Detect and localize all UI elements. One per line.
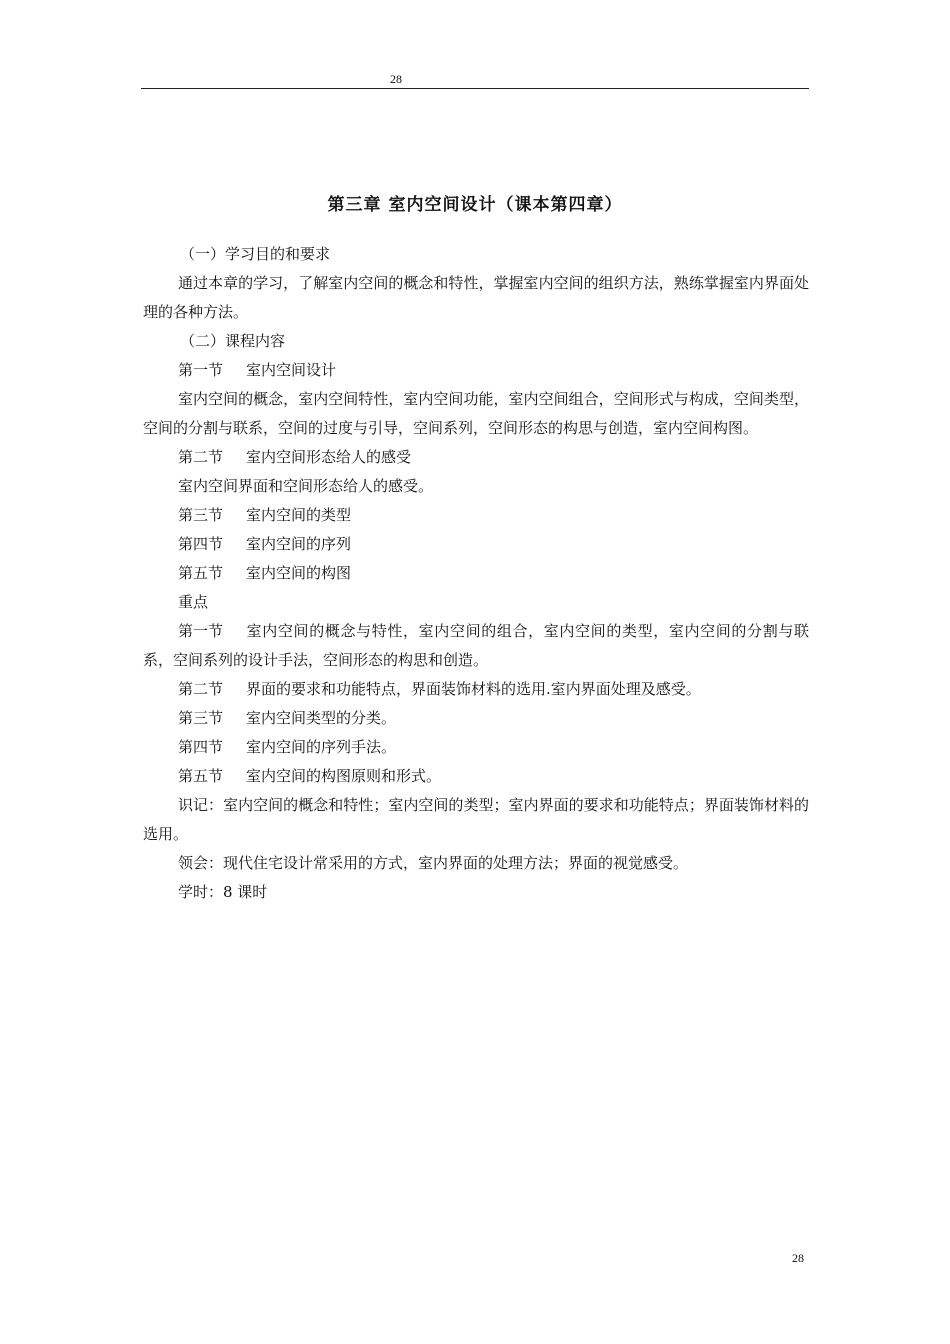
content-text-1: 室内空间的概念，室内空间特性，室内空间功能，室内空间组合，空间形式与构成，空间类型，空间的分割与联系，空间的过度与引导，空间系列，空间形态的构思与创造，室内空间构图。 bbox=[143, 390, 809, 437]
key-point-4 bbox=[143, 733, 809, 762]
key-point-label: 第三节 bbox=[178, 709, 224, 727]
section-label: 第五节 bbox=[178, 564, 224, 582]
section-label: 第四节 bbox=[178, 535, 224, 553]
chapter-title: 第三章 室内空间设计（课本第四章） bbox=[327, 195, 623, 215]
key-point-text: 室内空间类型的分类。 bbox=[246, 709, 397, 727]
key-point-3 bbox=[143, 704, 809, 733]
content-section-4 bbox=[143, 530, 809, 559]
content-text-2: 室内空间界面和空间形态给人的感受。 bbox=[178, 477, 434, 495]
hours-text: 学时：8 课时 bbox=[178, 883, 268, 901]
key-point-label: 第五节 bbox=[178, 767, 224, 785]
section-title: 室内空间的类型 bbox=[246, 506, 352, 524]
content-section-5 bbox=[143, 559, 809, 588]
objectives-text: 通过本章的学习，了解室内空间的概念和特性，掌握室内空间的组织方法，熟练掌握室内界面处理的各种方法。 bbox=[143, 274, 809, 321]
key-point-label: 第二节 bbox=[178, 680, 224, 698]
key-point-label: 第一节 bbox=[178, 622, 224, 640]
memorize-text: 识记：室内空间的概念和特性；室内空间的类型；室内界面的要求和功能特点；界面装饰材料的选用。 bbox=[143, 796, 809, 843]
header-rule bbox=[141, 88, 809, 89]
key-point-label: 第四节 bbox=[178, 738, 224, 756]
section-heading-objectives: （一）学习目的和要求 bbox=[180, 245, 331, 263]
key-point-text: 室内空间的概念与特性，室内空间的组合，室内空间的类型，室内空间的分割与联系，空间系列的设计手法，空间形态的构思和创造。 bbox=[143, 622, 809, 669]
section-title: 室内空间设计 bbox=[246, 361, 337, 379]
content-section-2 bbox=[143, 443, 809, 472]
section-label: 第二节 bbox=[178, 448, 224, 466]
key-point-5 bbox=[143, 762, 809, 791]
key-point-2 bbox=[143, 675, 809, 704]
key-point-text: 界面的要求和功能特点，界面装饰材料的选用.室内界面处理及感受。 bbox=[246, 680, 701, 698]
comprehend-text: 领会：现代住宅设计常采用的方式，室内界面的处理方法；界面的视觉感受。 bbox=[178, 854, 689, 872]
section-label: 第三节 bbox=[178, 506, 224, 524]
key-points-heading: 重点 bbox=[178, 593, 209, 611]
section-heading-content: （二）课程内容 bbox=[180, 332, 286, 350]
key-point-1 bbox=[143, 617, 809, 675]
key-point-text: 室内空间的序列手法。 bbox=[246, 738, 397, 756]
document-body bbox=[143, 240, 809, 907]
section-label: 第一节 bbox=[178, 361, 224, 379]
section-title: 室内空间形态给人的感受 bbox=[246, 448, 412, 466]
section-title: 室内空间的序列 bbox=[246, 535, 352, 553]
key-point-text: 室内空间的构图原则和形式。 bbox=[246, 767, 442, 785]
content-section-3 bbox=[143, 501, 809, 530]
footer-page-number: 28 bbox=[792, 1251, 804, 1265]
content-section-1 bbox=[143, 356, 809, 385]
header-page-number: 28 bbox=[390, 72, 402, 86]
section-title: 室内空间的构图 bbox=[246, 564, 352, 582]
